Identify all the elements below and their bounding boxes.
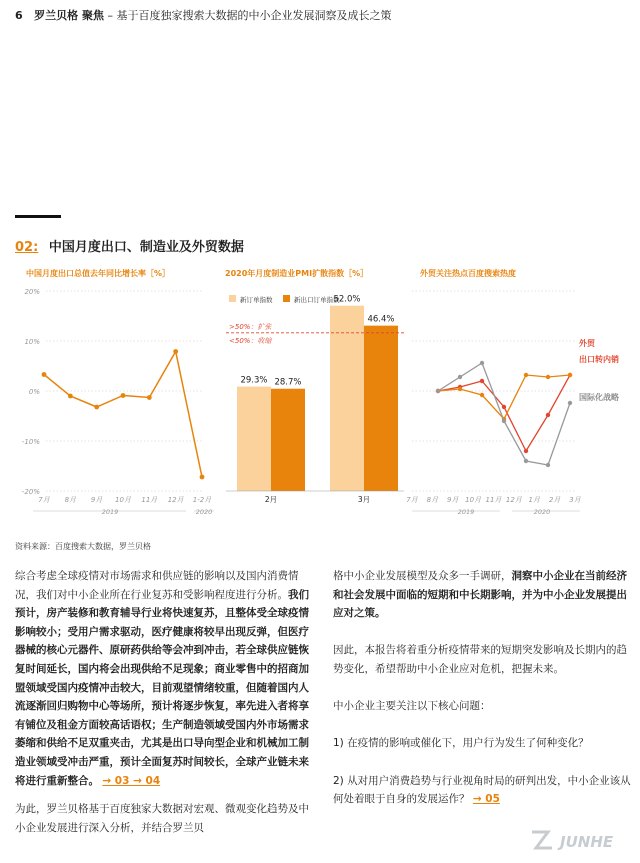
chart1-group-label: 2019 — [101, 508, 119, 516]
chart3-x-tick: 3月 — [569, 496, 581, 504]
header-subtitle: – 基于百度独家搜索大数据的中小企业发展洞察及成长之策 — [107, 9, 392, 22]
source-note: 资料来源：百度搜索大数据，罗兰贝格 — [15, 542, 151, 551]
chart1-y-tick: -10% — [21, 438, 40, 446]
chart1-y-tick: -20% — [21, 488, 40, 496]
chart1-x-tick: 8月 — [64, 496, 77, 504]
right-paragraph-1 — [333, 567, 635, 623]
right-paragraph-3: 中小企业主要关注以下核心问题： — [333, 700, 491, 713]
chart3-series-line — [438, 375, 570, 419]
chart3-x-tick: 2月 — [548, 496, 561, 504]
chart1-x-tick: 9月 — [90, 496, 103, 504]
link-03-04[interactable]: → 03 → 04 — [102, 774, 161, 787]
right-paragraph-4: 1) 在疫情的影响或催化下，用户行为发生了何种变化？ — [333, 737, 589, 750]
chart1-y-tick: 0% — [28, 388, 40, 396]
left-p1-text: 综合考虑全球疫情对市场需求和供应链的影响以及国内消费情况，我们对中小企业所在行业复苏和受影响程度进行分析。 — [15, 570, 299, 601]
chart3-x-tick: 10月 — [465, 496, 482, 504]
chart3-point — [502, 405, 506, 409]
watermark-text: JUNHE — [560, 833, 614, 851]
chart3-point — [546, 463, 550, 467]
chart1-x-tick: 10月 — [115, 496, 131, 504]
left-paragraph-1 — [15, 567, 317, 790]
chart3-point — [480, 361, 484, 365]
chart2-threshold-label: >50%：扩张 — [229, 322, 272, 331]
chart2-bar-label: 28.7% — [274, 377, 302, 388]
chart3-x-tick: 1月 — [528, 496, 540, 504]
left-p1-bold: 我们预计，房产装修和教育辅导行业将快速复苏，且整体受全球疫情影响较小；受用户需求驱动，医疗健康将较早出现反弹，但医疗器械的核心元器件、原研药供给等会冲到冲击，若全球供应链恢复时间延长，国内将会出现供给不足现象；商业零售中的招商加盟领域受国内疫情冲击较大，目前观望情绪较重，但随着国内人流逐渐回归购物中心等场所，预计将逐步恢复，率先进入者将享有铺位及租金方面较高话语权；生产制造领域受国内外市场需求萎缩和供给不足双重夹击，尤其是出口导向型企业和机械加工制造业领域受冲击严重，预计全面复苏时间较长，全球产业链未来将进行重新整合。 — [15, 588, 309, 787]
chart3-point — [436, 389, 440, 393]
chart3-x-tick: 11月 — [485, 496, 502, 504]
chart3-series-label: 外贸 — [579, 339, 595, 348]
chart2-x-tick: 3月 — [357, 495, 371, 504]
chart3-series-line — [438, 375, 570, 451]
chart3-point — [524, 373, 528, 377]
chart2-bar-label: 29.3% — [240, 375, 268, 386]
chart2-threshold-label: <50%：收缩 — [229, 336, 272, 345]
header-title: 罗兰贝格 聚焦 — [34, 9, 104, 22]
chart3-point — [480, 393, 484, 397]
left-column — [15, 567, 317, 856]
chart1-group-label: 2020 — [195, 508, 213, 516]
chart3-point — [458, 387, 462, 391]
chart1-y-tick: 10% — [24, 338, 40, 346]
chart3-point — [502, 419, 506, 423]
chart3-x-tick: 7月 — [406, 496, 418, 504]
chart3-x-tick: 12月 — [505, 496, 522, 504]
chart3-point — [458, 375, 462, 379]
chart1-x-tick: 7月 — [38, 496, 50, 504]
chart3-title: 外贸关注热点百度搜索热度 — [420, 269, 516, 278]
chart1-y-tick: 20% — [24, 288, 40, 296]
left-paragraph-2: 为此，罗兰贝格基于百度独家大数据对宏观、微观变化趋势及中小企业发展进行深入分析，并结合罗兰贝 — [15, 803, 309, 834]
section-number: 02: — [15, 240, 39, 255]
chart3-point — [568, 401, 572, 405]
chart3-series-label: 出口转内销 — [579, 355, 619, 364]
chart1-x-tick: 12月 — [167, 496, 184, 504]
page-number: 6 — [15, 9, 23, 22]
chart3-x-tick: 8月 — [426, 496, 439, 504]
chart2-legend-label: 新出口订单指数 — [294, 296, 340, 304]
chart3-point — [546, 375, 550, 379]
right-paragraph-5 — [333, 772, 635, 809]
right-p5-text: 2) 从对用户消费趋势与行业视角时局的研判出发，中小企业该从何处着眼于自身的发展运作？ — [333, 774, 631, 806]
right-paragraph-2: 因此，本报告将着重分析疫情带来的短期突发影响及长期内的趋势变化，希望帮助中小企业应对危机，把握未来。 — [333, 644, 627, 675]
link-05[interactable]: → 05 — [472, 793, 500, 806]
right-p1-bold: 洞察中小企业在当前经济和社会发展中面临的短期和中长期影响，并为中小企业发展提出应对之策。 — [333, 570, 627, 620]
chart2-x-tick: 2月 — [264, 495, 278, 504]
chart3-x-tick: 9月 — [447, 496, 459, 504]
chart3-series-label: 国际化战略 — [579, 393, 619, 402]
chart2-legend-label: 新订单指数 — [240, 296, 273, 304]
chart3-point — [524, 459, 528, 463]
chart2-bar-label: 52.0% — [333, 294, 361, 305]
chart1-x-tick: 1-2月 — [192, 496, 212, 504]
chart3-point — [480, 379, 484, 383]
chart3-point — [568, 373, 572, 377]
chart3-group-label: 2019 — [457, 508, 475, 516]
right-p1-text: 格中小企业发展模型及众多一手调研， — [333, 570, 512, 582]
watermark-logo — [528, 826, 628, 854]
chart1-x-tick: 11月 — [141, 496, 158, 504]
chart2-title: 2020年月度制造业PMI扩散指数［%］ — [225, 269, 369, 278]
chart3-group-label: 2020 — [533, 508, 551, 516]
chart3-series-line — [438, 363, 570, 465]
chart1-title: 中国月度出口总值去年同比增长率［%］ — [26, 269, 171, 278]
chart3-point — [546, 413, 550, 417]
chart3-point — [524, 449, 528, 453]
right-column — [333, 567, 635, 827]
chart2-bar-label: 46.4% — [367, 314, 395, 325]
section-title-text: 中国月度出口、制造业及外贸数据 — [48, 240, 244, 255]
